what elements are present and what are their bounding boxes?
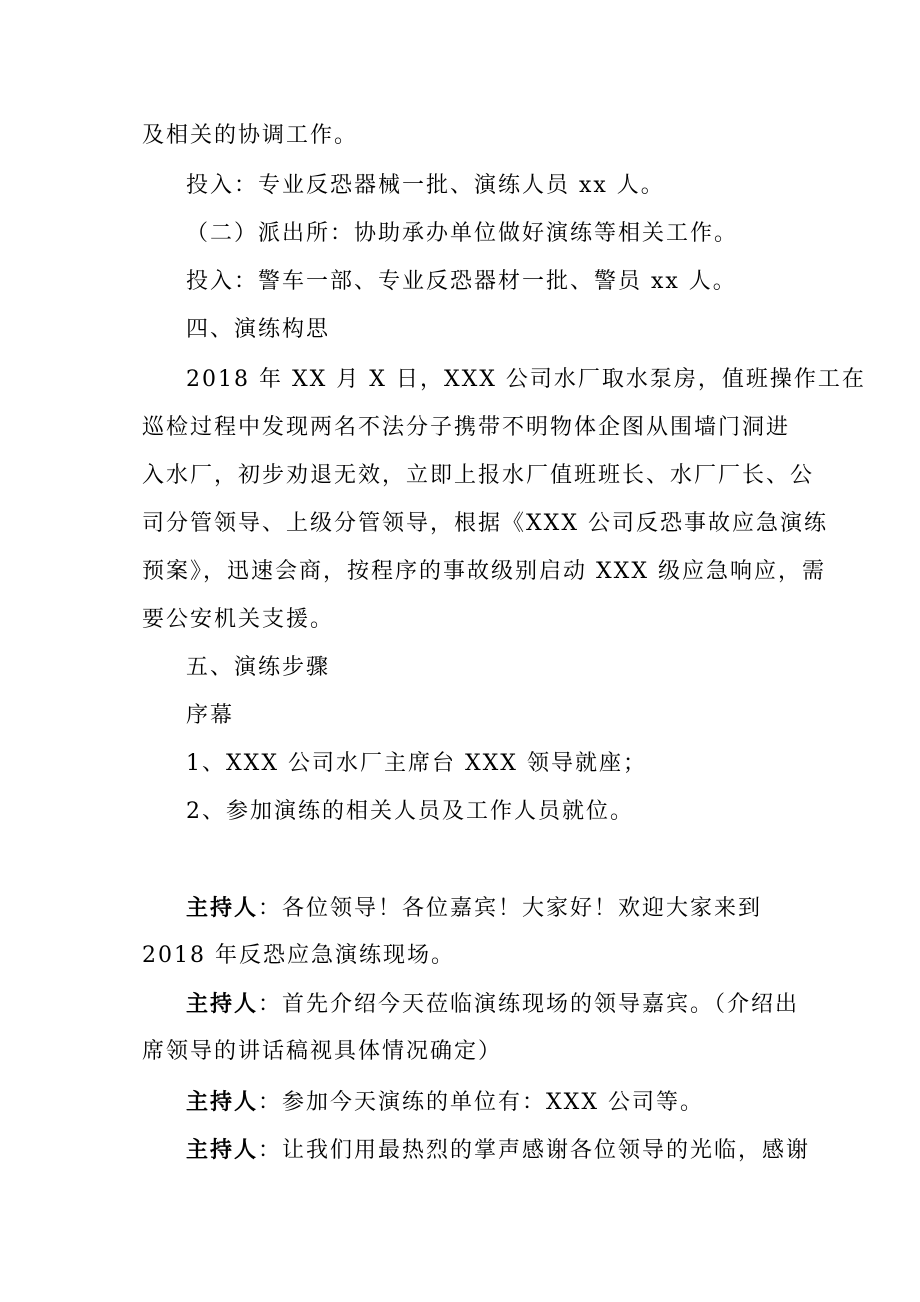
- host-line: [186, 896, 836, 920]
- paragraph-line: 2018 年 XX 月 X 日，XXX 公司水厂取水泵房，值班操作工在: [186, 367, 866, 392]
- host-line: [186, 1138, 836, 1162]
- host-line: [186, 1090, 836, 1114]
- host-line: [186, 992, 836, 1016]
- speaker-label: 主持人: [186, 1089, 259, 1115]
- host-speech: ：参加今天演练的单位有：XXX 公司等。: [258, 1090, 704, 1115]
- paragraph-line: 投入：专业反恐器械一批、演练人员 xx 人。: [186, 173, 665, 198]
- subsection-heading: 序幕: [186, 703, 235, 728]
- host-speech: ：各位领导！各位嘉宾！大家好！欢迎大家来到: [258, 896, 763, 921]
- host-speech: ：让我们用最热烈的掌声感谢各位领导的光临，感谢: [258, 1138, 811, 1163]
- list-item: 1、XXX 公司水厂主席台 XXX 领导就座；: [186, 751, 647, 776]
- paragraph-line: 巡检过程中发现两名不法分子携带不明物体企图从围墙门洞进: [142, 415, 791, 440]
- section-heading: （二）派出所：协助承办单位做好演练等相关工作。: [186, 221, 739, 246]
- speaker-label: 主持人: [186, 1137, 259, 1163]
- paragraph-line: 要公安机关支援。: [142, 607, 335, 632]
- paragraph-line: 预案》，迅速会商，按程序的事故级别启动 XXX 级应急响应，需: [142, 559, 826, 584]
- paragraph-line: 司分管领导、上级分管领导，根据《XXX 公司反恐事故应急演练: [142, 511, 828, 536]
- speaker-label: 主持人: [186, 895, 259, 921]
- list-item: 2、参加演练的相关人员及工作人员就位。: [186, 799, 634, 824]
- host-speech: ：首先介绍今天莅临演练现场的领导嘉宾。（介绍出: [258, 992, 800, 1017]
- paragraph-line: 入水厂，初步劝退无效，立即上报水厂值班班长、水厂厂长、公: [142, 463, 815, 488]
- paragraph-line: 及相关的协调工作。: [142, 123, 359, 148]
- section-heading: 四、演练构思: [186, 317, 331, 342]
- paragraph-line: 投入：警车一部、专业反恐器材一批、警员 xx 人。: [186, 269, 737, 294]
- paragraph-line: 席领导的讲话稿视具体情况确定）: [142, 1039, 503, 1064]
- speaker-label: 主持人: [186, 991, 259, 1017]
- paragraph-line: 2018 年反恐应急演练现场。: [142, 943, 455, 968]
- section-heading: 五、演练步骤: [186, 655, 331, 680]
